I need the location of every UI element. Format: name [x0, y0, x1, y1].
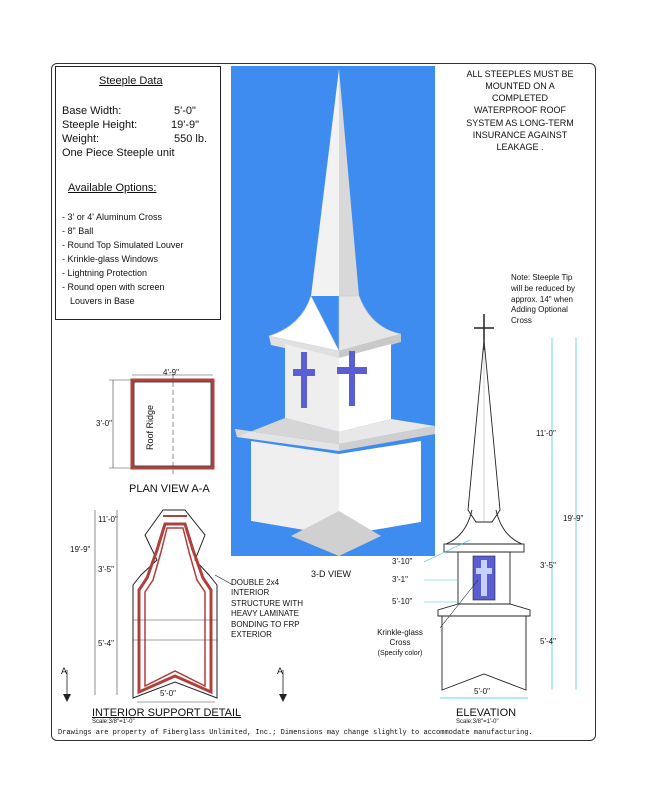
elev-dim-top: 11'-0" [536, 429, 556, 438]
unit-note: One Piece Steeple unit [62, 147, 175, 159]
option-item: - Lightning Protection [62, 268, 148, 278]
elev-dim-c: 5'-10" [392, 597, 413, 606]
elev-dim-total: 19'-9" [563, 514, 584, 523]
elev-dim-a: 3'-10" [392, 557, 413, 566]
plan-width-dim: 4'-9" [163, 368, 179, 377]
interior-scale: Scale:3/8"=1'-0" [92, 719, 135, 725]
framing-callout: DOUBLE 2x4 INTERIOR STRUCTURE WITH HEAVY LAMINATE BONDING TO FRP EXTERIOR [231, 578, 303, 639]
krinkle-cross-callout: Krinkle-glass Cross (Specify color) [377, 628, 423, 657]
tip-note: Note: Steeple Tip will be reduced by approx. 14" when Adding Optional Cross [511, 273, 576, 326]
option-item: Louvers in Base [70, 296, 135, 306]
option-item: - 3' or 4' Aluminum Cross [62, 212, 162, 222]
elev-dim-b: 3'-1" [392, 575, 408, 584]
elev-dim-width: 5'-0" [474, 687, 490, 696]
interior-framing [139, 524, 211, 692]
section-marker-right: A [277, 666, 284, 676]
elev-dim-mid: 3'-5" [540, 561, 556, 570]
base-width-value: 5'-0" [174, 105, 196, 117]
elev-dim-base: 5'-4" [540, 637, 556, 646]
interior-dim-mid: 3'-5" [98, 565, 114, 574]
steeple-height-label: Steeple Height: [62, 119, 138, 131]
view-3d-label: 3-D VIEW [311, 569, 352, 579]
steeple-data-title: Steeple Data [99, 75, 163, 87]
elevation-scale: Scale:3/8"=1'-0" [456, 719, 499, 725]
weight-label: Weight: [62, 133, 100, 145]
belfry-left-face [285, 344, 339, 432]
option-item: - Round open with screen [62, 282, 165, 292]
interior-dim-base: 5'-4" [98, 639, 114, 648]
interior-dim-top: 11'-0" [98, 515, 118, 524]
option-item: - Round Top Simulated Louver [62, 240, 184, 250]
plan-depth-dim: 3'-0" [96, 419, 112, 428]
interior-dim-width: 5'-0" [160, 689, 176, 698]
option-item: - Krinkle-glass Windows [62, 254, 159, 264]
option-item: - 8" Ball [62, 226, 94, 236]
steeple-data-box [55, 66, 221, 320]
options-title: Available Options: [68, 182, 157, 194]
weight-value: 550 lb. [174, 133, 208, 145]
steeple-height-value: 19'-9" [171, 119, 200, 131]
interior-title: INTERIOR SUPPORT DETAIL [92, 707, 242, 719]
lower-roof-elevation [438, 604, 530, 616]
elevation-title: ELEVATION [456, 707, 517, 719]
interior-dim-total: 19'-9" [70, 545, 91, 554]
base-width-label: Base Width: [62, 105, 122, 117]
roof-ridge-label: Roof Ridge [145, 404, 155, 450]
footer-disclaimer: Drawings are property of Fiberglass Unlimited, Inc.; Dimensions may change slightly to accommodate manufacturing. [58, 729, 533, 737]
plan-view-title: PLAN VIEW A-A [129, 483, 210, 495]
mount-note: ALL STEEPLES MUST BE MOUNTED ON A COMPLETED WATERPROOF ROOF SYSTEM AS LONG-TERM INSURANCE AGAINST LEAKAGE . [466, 69, 574, 152]
base-elevation [442, 616, 526, 690]
section-marker-left: A [61, 666, 68, 676]
plan-view-drawing [95, 370, 235, 480]
